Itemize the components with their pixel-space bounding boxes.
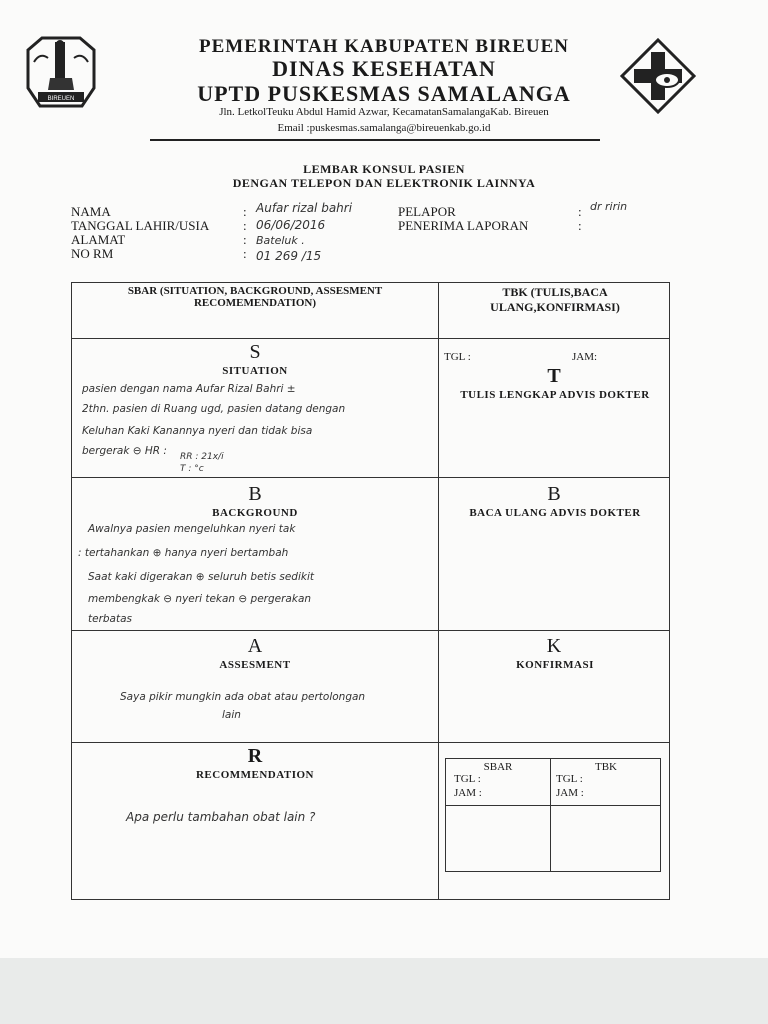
norm-label: NO RM (71, 246, 114, 261)
inner-sbar-tgl: TGL : (454, 773, 481, 785)
tbk-column-header: TBK (TULIS,BACA ULANG,KONFIRMASI) (490, 285, 620, 314)
tulis-letter: T (547, 365, 561, 387)
situation-note-6: T : °c (180, 464, 204, 474)
signature-box (445, 758, 661, 872)
inner-sbar-label: SBAR (483, 761, 513, 773)
situation-note-5: RR : 21x/i (180, 452, 224, 462)
situation-note-4: bergerak ⊖ HR : (82, 445, 167, 457)
baca-letter: B (547, 483, 561, 505)
penerima-label: PENERIMA LAPORAN (398, 218, 529, 233)
inner-sbar-jam: JAM : (454, 787, 482, 799)
recommendation-letter: R (247, 745, 263, 767)
form-subtitle: DENGAN TELEPON DAN ELEKTRONIK LAINNYA (232, 176, 536, 190)
background-letter: B (248, 483, 262, 505)
t-jam-label: JAM: (572, 351, 598, 363)
alamat-label: ALAMAT (71, 232, 126, 247)
document-page: BIREUEN PEMERINTAH KABUPATEN BIREUEN DINAS KESEHATAN UPTD PUSKESMAS SAMALANGA Jln. LetkolTeuku Abdul Hamid Azwar, KecamatanSamalangaKab. Bireuen Email :puskesmas.samalanga@bireuenkab.go.id LEMBAR KONSUL PASIEN DENGAN TELEPON DAN ELEKTRONIK LAINNYA NAMA TANGGAL LAHIR/USIA ALAMAT NO RM : : : : Aufar rizal bahri 06/06/2016 Bateluk . 01 269 /15 PELAPOR PENERIMA LAPORAN : : dr ririn SBAR (SITUATION, BACKGROUND, ASSESMENT RECOMEMENDATION) TBK (TULIS,BACA ULANG,KONFIRMASI) S SITUATION pasien dengan nama Aufar Rizal Bahri ± 2thn. pasien di Ruang ugd, pasien datang dengan Keluhan Kaki Kanannya nyeri dan tidak bisa bergerak ⊖ HR : RR : 21x/i T : °c TGL : JAM: T TULIS LENGKAP ADVIS DOKTER B BACKGROUND Awalnya pasien mengeluhkan nyeri tak : tertahankan ⊕ hanya nyeri bertambah Saat kaki digerakan ⊕ seluruh betis sedikit membengkak ⊖ nyeri tekan ⊖ pergerakan terbatas B BACA ULANG ADVIS DOKTER A ASSESMENT Saya pikir mungkin ada obat atau pertolongan lain K KONFIRMASI R RECOMMENDATION Apa perlu tambahan obat lain ? SBAR TBK TGL : JAM : TGL : JAM : (0, 0, 768, 958)
norm-value: 01 269 /15 (256, 249, 322, 263)
tulis-label: TULIS LENGKAP ADVIS DOKTER (460, 389, 650, 401)
header-department: DINAS KESEHATAN (272, 56, 496, 81)
pelapor-value: dr ririn (590, 200, 628, 213)
assesment-note-2: lain (222, 709, 241, 721)
alamat-value: Bateluk . (256, 234, 305, 247)
baca-label: BACA ULANG ADVIS DOKTER (469, 507, 641, 519)
situation-label: SITUATION (222, 365, 288, 377)
background-label: BACKGROUND (212, 507, 298, 519)
inner-tbk-tgl: TGL : (556, 773, 583, 785)
nama-value: Aufar rizal bahri (256, 201, 353, 215)
situation-note-1: pasien dengan nama Aufar Rizal Bahri ± (82, 383, 296, 395)
nama-label: NAMA (71, 204, 111, 219)
header-divider (150, 139, 600, 141)
konfirmasi-label: KONFIRMASI (516, 659, 594, 671)
background-note-3: Saat kaki digerakan ⊕ seluruh betis sedikit (88, 571, 315, 583)
background-note-4: membengkak ⊖ nyeri tekan ⊖ pergerakan (88, 593, 312, 605)
assesment-label: ASSESMENT (219, 659, 291, 671)
situation-note-2: 2thn. pasien di Ruang ugd, pasien datang dengan (82, 403, 346, 415)
situation-note-3: Keluhan Kaki Kanannya nyeri dan tidak bisa (82, 425, 313, 437)
recommendation-label: RECOMMENDATION (195, 769, 314, 781)
inner-tbk-jam: JAM : (556, 787, 584, 799)
assesment-note-1: Saya pikir mungkin ada obat atau pertolongan (120, 691, 366, 703)
header-address: Jln. LetkolTeuku Abdul Hamid Azwar, KecamatanSamalangaKab. Bireuen (219, 106, 549, 118)
logo-label: BIREUEN (47, 96, 75, 102)
recommendation-note-1: Apa perlu tambahan obat lain ? (126, 810, 316, 824)
header-email: Email :puskesmas.samalanga@bireuenkab.go.id (277, 122, 491, 134)
konfirmasi-letter: K (546, 635, 562, 657)
header-government: PEMERINTAH KABUPATEN BIREUEN (198, 36, 570, 57)
form-title: LEMBAR KONSUL PASIEN (303, 162, 465, 176)
tanggal-label: TANGGAL LAHIR/USIA (71, 218, 210, 233)
header-puskesmas: UPTD PUSKESMAS SAMALANGA (197, 81, 571, 106)
pelapor-label: PELAPOR (398, 204, 456, 219)
assesment-letter: A (247, 635, 263, 657)
sbar-column-header: SBAR (SITUATION, BACKGROUND, ASSESMENT RECOMEMENDATION) (127, 285, 383, 309)
t-tgl-label: TGL : (444, 351, 471, 363)
background-note-1: Awalnya pasien mengeluhkan nyeri tak (88, 523, 296, 535)
background-note-2: : tertahankan ⊕ hanya nyeri bertambah (78, 547, 289, 559)
inner-tbk-label: TBK (595, 761, 617, 773)
situation-letter: S (249, 341, 261, 363)
background-note-5: terbatas (88, 613, 133, 625)
tanggal-value: 06/06/2016 (256, 218, 326, 232)
